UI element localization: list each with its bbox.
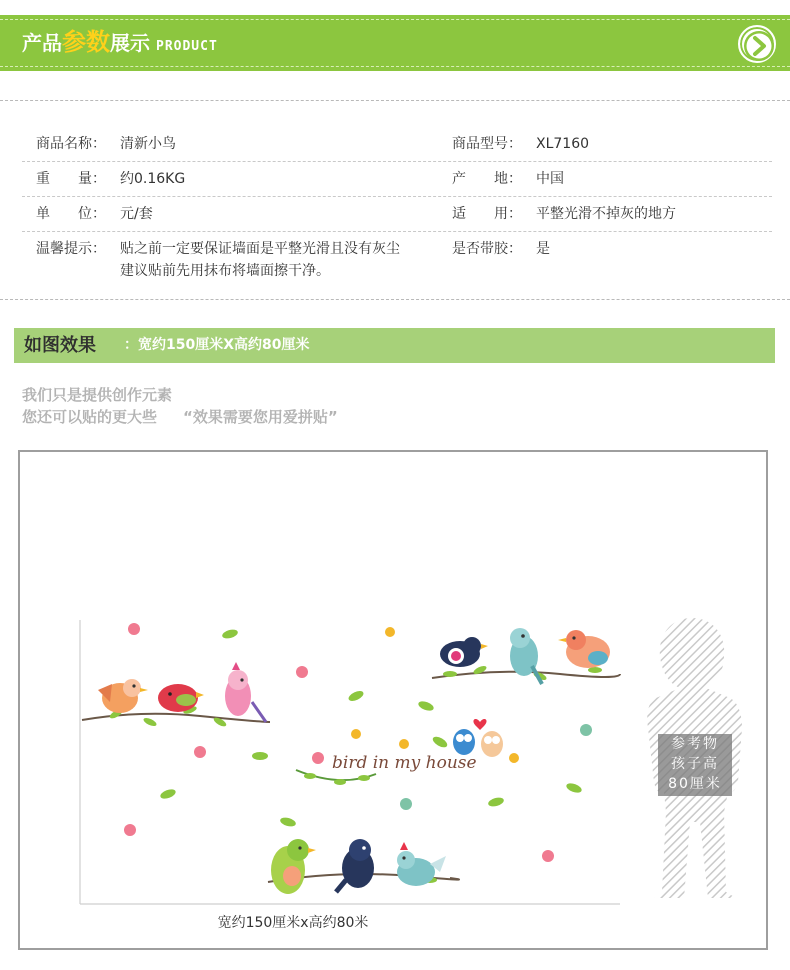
bird (397, 842, 446, 886)
spec-label: 适 用： (452, 206, 522, 222)
reference-badge-line: 参考物 (671, 736, 719, 752)
effect-subtitle: ：宽约150厘米X高约80厘米 (124, 337, 310, 353)
banner-title-part3: 展示 (110, 31, 150, 55)
bird (98, 679, 148, 713)
spec-value-line2: 建议贴前先用抹布将墙面擦干净。 (120, 263, 330, 279)
section-banner (0, 15, 790, 71)
banner-title-en: PRODUCT (156, 39, 218, 54)
banner-title-part2: 参数 (62, 28, 110, 56)
spec-value: 中国 (536, 171, 564, 187)
spec-label: 产 地： (452, 171, 522, 187)
spec-label: 单 位： (36, 206, 106, 222)
reference-badge-line: 80厘米 (668, 776, 722, 792)
bird (336, 839, 374, 892)
spec-row (22, 162, 772, 197)
spec-label: 重 量： (36, 171, 106, 187)
divider (0, 100, 790, 101)
bird (440, 637, 488, 667)
reference-badge (658, 734, 732, 796)
banner-title (22, 25, 218, 59)
spec-value: 元/套 (120, 206, 153, 222)
chevron-right-circle-icon[interactable] (738, 25, 776, 63)
owls (453, 719, 503, 757)
spec-value: 平整光滑不掉灰的地方 (536, 206, 676, 222)
spec-label: 温馨提示： (36, 241, 106, 257)
bird (271, 839, 316, 894)
banner-title-part1: 产品 (22, 31, 62, 55)
effect-title: 如图效果 (24, 335, 96, 356)
spec-row (22, 197, 772, 232)
product-image (18, 450, 768, 950)
spec-value: XL7160 (536, 136, 590, 152)
note-line2-text: 您还可以贴的更大些 (22, 408, 158, 426)
bird (510, 628, 542, 684)
bird (558, 630, 610, 668)
spec-row (22, 127, 772, 162)
spec-label: 商品名称： (36, 136, 106, 152)
note-line2 (22, 406, 338, 427)
divider (0, 299, 790, 300)
note-line1: 我们只是提供创作元素 (22, 386, 173, 404)
spec-value: 约0.16KG (120, 171, 186, 187)
spec-value: 清新小鸟 (120, 136, 176, 152)
bird (225, 662, 266, 722)
spec-label: 商品型号： (452, 136, 522, 152)
wall-sticker-illustration (20, 452, 766, 948)
spec-label: 是否带胶： (452, 241, 522, 257)
note-line2-quote: “效果需要您用爱拼贴” (183, 408, 338, 426)
reference-badge-line: 孩子高 (671, 756, 719, 772)
spec-value: 贴之前一定要保证墙面是平整光滑且没有灰尘 (120, 241, 400, 257)
spec-row (22, 232, 772, 290)
bird (158, 684, 204, 712)
image-caption: 宽约150厘米x高约80米 (217, 915, 369, 931)
effect-heading-bar (14, 328, 775, 363)
lettering: bird in my house (332, 753, 477, 773)
spec-value: 是 (536, 241, 550, 257)
